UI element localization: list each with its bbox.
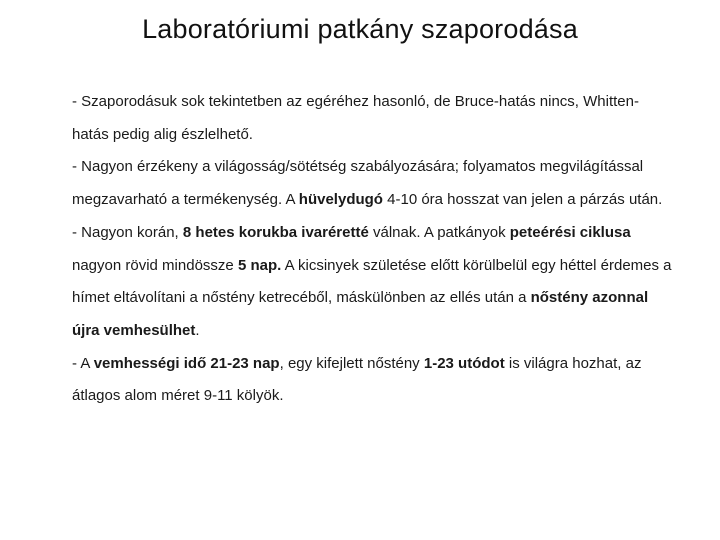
- paragraph-text: is világra hozhat, az átlagos alom méret 9-11 kölyök.: [72, 354, 642, 405]
- emphasized-text: vemhességi idő 21-23 nap: [93, 354, 280, 372]
- emphasized-text: peteérési ciklusa: [509, 223, 631, 241]
- slide-body: [72, 86, 672, 413]
- paragraph-text: - Szaporodásuk sok tekintetben az egéréhez hasonló, de Bruce-hatás nincs, Whitten-hatás pedig alig észlelhető.: [72, 93, 639, 143]
- emphasized-text: hüvelydugó: [298, 191, 383, 209]
- emphasized-text: nőstény azonnal újra vemhesülhet: [72, 289, 649, 339]
- bullet-paragraph: [72, 151, 672, 216]
- paragraph-text: - A: [72, 354, 94, 372]
- paragraph-text: A kicsinyek születése előtt körülbelül egy héttel érdemes a hímet eltávolítani a nőstény ketrecéből, máskülönben az ellés után a: [72, 256, 672, 307]
- paragraph-text: válnak. A patkányok: [368, 223, 510, 241]
- emphasized-text: 5 nap.: [237, 256, 282, 274]
- paragraph-text: , egy kifejlett nőstény: [279, 354, 424, 372]
- bullet-paragraph: [72, 86, 672, 151]
- paragraph-text: - Nagyon érzékeny a világosság/sötétség szabályozására; folyamatos megvilágítással megzavarható a termékenység. A: [72, 158, 644, 209]
- paragraph-text: 4-10 óra hosszat van jelen a párzás után.: [382, 191, 663, 209]
- paragraph-text: nagyon rövid mindössze: [72, 256, 238, 274]
- emphasized-text: 1-23 utódot: [423, 354, 505, 372]
- bullet-paragraph: [72, 348, 672, 413]
- emphasized-text: 8 hetes korukba ivaréretté: [182, 223, 369, 241]
- paragraph-text: .: [195, 321, 200, 339]
- bullet-paragraph: [72, 217, 672, 348]
- slide-title: Laboratóriumi patkány szaporodása: [142, 14, 578, 44]
- paragraph-text: - Nagyon korán,: [72, 223, 183, 241]
